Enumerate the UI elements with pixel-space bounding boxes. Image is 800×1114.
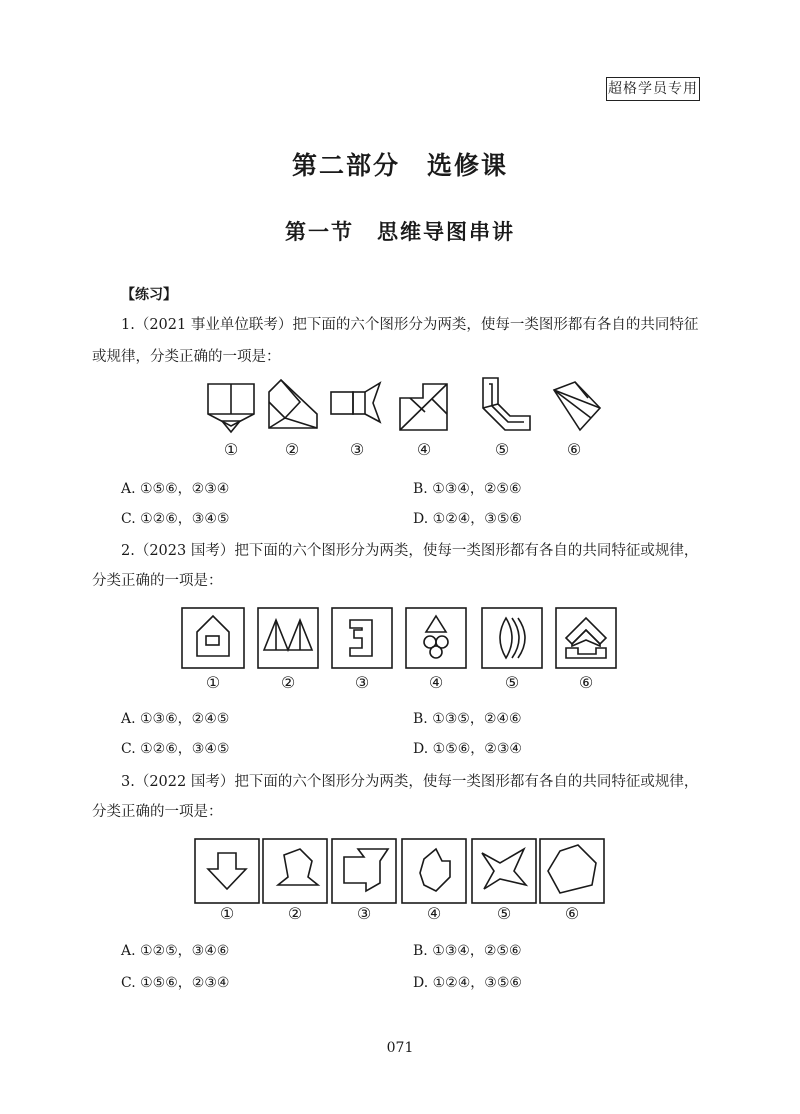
q3-label-1: ①: [219, 904, 235, 923]
question-3-figures: [0, 833, 800, 928]
q1-figure-5: [483, 378, 530, 430]
q1-label-4: ④: [416, 440, 432, 459]
question-2-text: 2.（2023 国考）把下面的六个图形分为两类，使每一类图形都有各自的共同特征或规律，: [121, 543, 699, 559]
q1-option-d[interactable]: D. ①②④，③⑤⑥: [413, 511, 522, 527]
q2-label-1: ①: [205, 673, 221, 692]
q2-option-b[interactable]: B. ①③⑤，②④⑥: [413, 711, 522, 727]
q1-label-6: ⑥: [566, 440, 582, 459]
q1-label-1: ①: [223, 440, 239, 459]
q3-figure-1: [195, 839, 259, 903]
q2-option-c[interactable]: C. ①②⑥，③④⑤: [121, 741, 230, 757]
q1-label-3: ③: [349, 440, 365, 459]
question-3-text-cont: 分类正确的一项是：: [92, 804, 223, 820]
q1-option-a[interactable]: A. ①⑤⑥，②③④: [121, 481, 230, 497]
q3-label-6: ⑥: [564, 904, 580, 923]
q2-option-d[interactable]: D. ①⑤⑥，②③④: [413, 741, 522, 757]
q3-label-5: ⑤: [496, 904, 512, 923]
page-number: 071: [386, 1040, 414, 1056]
q2-option-a[interactable]: A. ①③⑥，②④⑤: [121, 711, 230, 727]
q2-figure-3: [332, 608, 392, 668]
q3-figure-4: [402, 839, 466, 903]
q1-option-b[interactable]: B. ①③④，②⑤⑥: [413, 481, 522, 497]
q3-figure-3: [332, 839, 396, 903]
q2-label-4: ④: [428, 673, 444, 692]
q1-label-2: ②: [284, 440, 300, 459]
q2-figure-4: [406, 608, 466, 668]
q2-figure-5: [482, 608, 542, 668]
q1-figure-3: [331, 383, 380, 422]
q3-option-a[interactable]: A. ①②⑤，③④⑥: [121, 943, 230, 959]
q1-figure-2: [269, 380, 317, 428]
q3-option-b[interactable]: B. ①③④，②⑤⑥: [413, 943, 522, 959]
q1-option-c[interactable]: C. ①②⑥，③④⑤: [121, 511, 230, 527]
section-title: 第一节 思维导图串讲: [285, 219, 515, 244]
q3-figure-2: [263, 839, 327, 903]
q3-label-3: ③: [356, 904, 372, 923]
q2-label-2: ②: [280, 673, 296, 692]
question-1-figures: [0, 370, 800, 465]
q3-label-2: ②: [287, 904, 303, 923]
q2-label-5: ⑤: [504, 673, 520, 692]
q2-figure-1: [182, 608, 244, 668]
question-2-figures: [0, 600, 800, 695]
practice-label: 【练习】: [121, 287, 177, 303]
q2-figure-6: [556, 608, 616, 668]
q3-label-4: ④: [426, 904, 442, 923]
exclusive-badge: 超格学员专用: [606, 77, 700, 101]
question-2-text-cont: 分类正确的一项是：: [92, 573, 223, 589]
q1-figure-4: [400, 384, 447, 430]
part-title: 第二部分 选修课: [291, 151, 508, 180]
question-1-text-cont: 或规律，分类正确的一项是：: [92, 349, 281, 365]
q2-label-6: ⑥: [578, 673, 594, 692]
q1-figure-1: [208, 384, 254, 432]
q3-option-c[interactable]: C. ①⑤⑥，②③④: [121, 975, 230, 991]
q3-option-d[interactable]: D. ①②④，③⑤⑥: [413, 975, 522, 991]
q2-figure-2: [258, 608, 318, 668]
q1-label-5: ⑤: [494, 440, 510, 459]
question-3-text: 3.（2022 国考）把下面的六个图形分为两类，使每一类图形都有各自的共同特征或规律，: [121, 774, 699, 790]
q1-figure-6: [554, 382, 600, 430]
q3-figure-6: [540, 839, 604, 903]
q3-figure-5: [472, 839, 536, 903]
q2-label-3: ③: [354, 673, 370, 692]
question-1-text: 1.（2021 事业单位联考）把下面的六个图形分为两类，使每一类图形都有各自的共同特征: [121, 317, 699, 333]
